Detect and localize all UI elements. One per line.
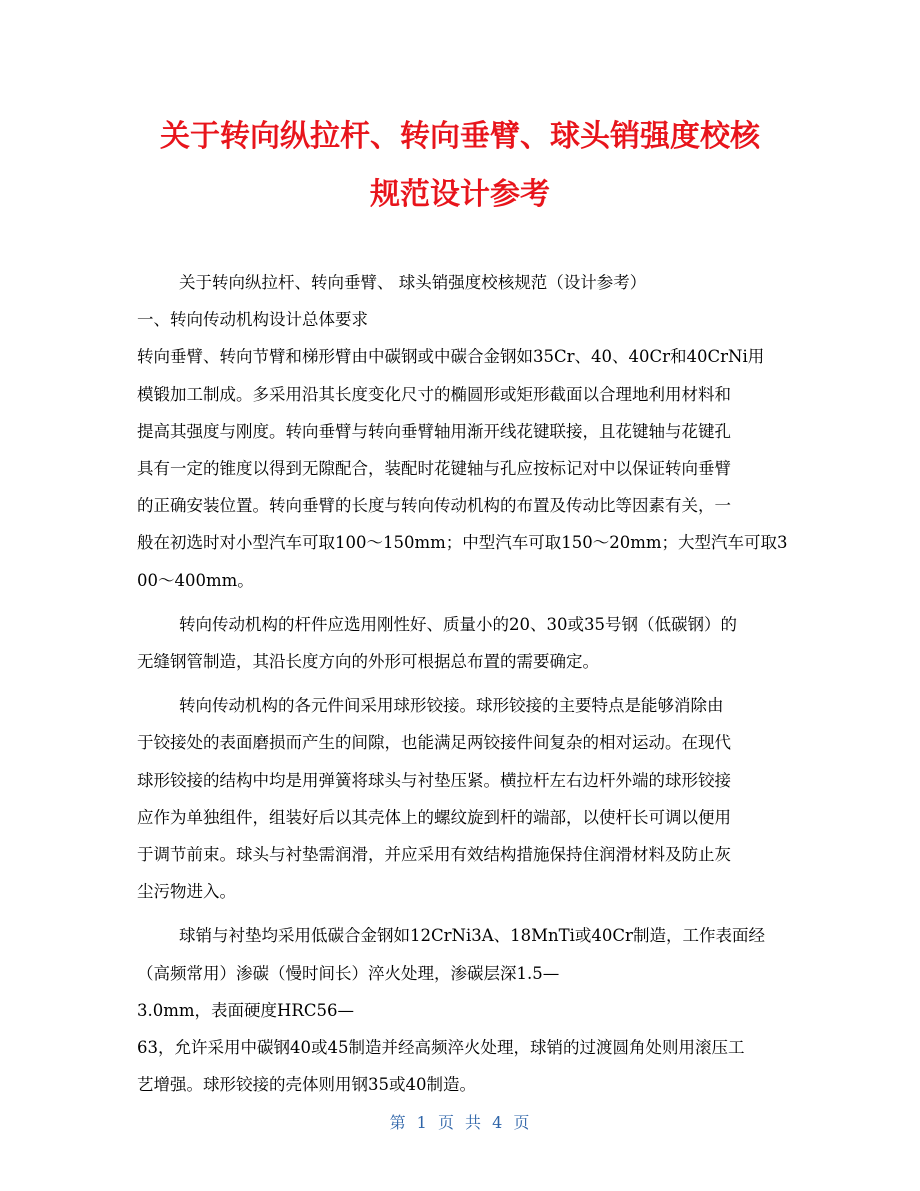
paragraph-4-line: 3.0mm，表面硬度HRC56— bbox=[137, 1000, 354, 1020]
paragraph-2-line: 转向传动机构的杆件应选用刚性好、质量小的20、30或35号钢（低碳钢）的 bbox=[179, 614, 737, 634]
section-heading: 一、转向传动机构设计总体要求 bbox=[137, 310, 368, 330]
document-title bbox=[130, 108, 790, 224]
paragraph-4-line: 艺增强。球形铰接的壳体则用钢35或40制造。 bbox=[137, 1075, 476, 1095]
title-line-1: 关于转向纵拉杆、转向垂臂、球头销强度校核 bbox=[160, 119, 760, 154]
paragraph-3-line: 于调节前束。球头与衬垫需润滑，并应采用有效结构措施保持住润滑材料及防止灰 bbox=[137, 845, 731, 865]
paragraph-1-line: 转向垂臂、转向节臂和梯形臂由中碳钢或中碳合金钢如35Cr、40、40Cr和40CrNi用 bbox=[137, 347, 765, 367]
paragraph-2 bbox=[137, 606, 787, 680]
paragraph-1-line: 模锻加工制成。多采用沿其长度变化尺寸的椭圆形或矩形截面以合理地利用材料和 bbox=[137, 384, 731, 404]
paragraph-1-line: 提高其强度与刚度。转向垂臂与转向垂臂轴用渐开线花键联接，且花键轴与花键孔 bbox=[137, 421, 731, 441]
paragraph-1-line: 具有一定的锥度以得到无隙配合，装配时花键轴与孔应按标记对中以保证转向垂臂 bbox=[137, 459, 731, 479]
paragraph-4-line: （高频常用）渗碳（慢时间长）淬火处理，渗碳层深1.5— bbox=[137, 963, 560, 983]
paragraph-spacer bbox=[137, 680, 787, 687]
paragraph-1-line: 的正确安装位置。转向垂臂的长度与转向传动机构的布置及传动比等因素有关，一 bbox=[137, 496, 731, 516]
subtitle-line: 关于转向纵拉杆、转向垂臂、 球头销强度校核规范（设计参考） bbox=[179, 273, 647, 292]
paragraph-3-line: 尘污物进入。 bbox=[137, 882, 236, 902]
title-line-2: 规范设计参考 bbox=[370, 177, 550, 212]
paragraph-3-line: 应作为单独组件，组装好后以其壳体上的螺纹旋到杆的端部，以使杆长可调以便用 bbox=[137, 807, 731, 827]
paragraph-4-line: 63，允许采用中碳钢40或45制造并经高频淬火处理，球销的过渡圆角处则用滚压工 bbox=[137, 1038, 745, 1058]
paragraph-spacer bbox=[137, 910, 787, 917]
paragraph-3-line: 于铰接处的表面磨损而产生的间隙，也能满足两铰接件间复杂的相对运动。在现代 bbox=[137, 733, 731, 753]
paragraph-3-line: 转向传动机构的各元件间采用球形铰接。球形铰接的主要特点是能够消除由 bbox=[179, 696, 724, 716]
paragraph-1-line: 般在初选时对小型汽车可取100～150mm；中型汽车可取150～20mm；大型汽车可取3 bbox=[137, 533, 788, 553]
paragraph-spacer bbox=[137, 599, 787, 606]
paragraph-4-line: 球销与衬垫均采用低碳合金钢如12CrNi3A、18MnTi或40Cr制造，工作表面经 bbox=[179, 926, 765, 946]
paragraph-4 bbox=[137, 917, 787, 1103]
paragraph-2-line: 无缝钢管制造，其沿长度方向的外形可根据总布置的需要确定。 bbox=[137, 652, 599, 672]
document-body bbox=[137, 264, 787, 1103]
page-number-footer: 第 1 页 共 4 页 bbox=[389, 1113, 531, 1132]
paragraph-3 bbox=[137, 687, 787, 910]
paragraph-3-line: 球形铰接的结构中均是用弹簧将球头与衬垫压紧。横拉杆左右边杆外端的球形铰接 bbox=[137, 770, 731, 790]
paragraph-1-line: 00～400mm。 bbox=[137, 570, 254, 590]
paragraph-1 bbox=[137, 338, 787, 598]
